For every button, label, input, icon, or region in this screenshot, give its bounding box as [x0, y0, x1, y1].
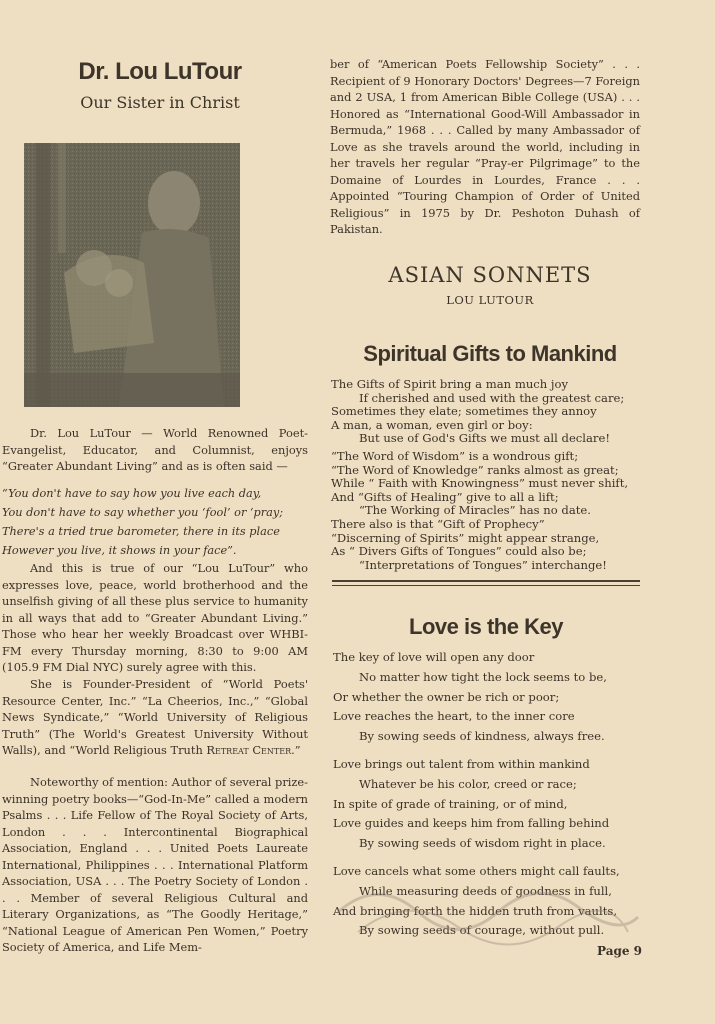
poem-line: There also is that “Gift of Prophecy”: [331, 516, 545, 531]
quote-line: You don't have to say whether you ‘fool’ or ‘pray;: [2, 506, 284, 519]
poem-line: The Gifts of Spirit bring a man much joy: [331, 377, 569, 391]
achievements-paragraph: Noteworthy of mention: Author of several prize-winning poetry books—“God-In-Me” called a modern Psalms . . . Life Fellow of The Royal Society of Arts, London . . . Intercontinental Biographical Association, England . . . United Poets Laureate International, Philippines . . . International Platform Association, USA . . . The Poetry Society of London . . . Member of several Religious Cultural and Literary Organizations, as “The Goodly Heritage,” “National League of American Pen Women,” Poetry Society of America, and Life Mem-: [2, 775, 308, 954]
poem-line: “Interpretations of Tongues” interchange!: [359, 557, 607, 572]
poem-line: Sometimes they elate; sometimes they annoy: [331, 404, 597, 419]
broadcast-paragraph: And this is true of our “Lou LuTour” who expresses love, peace, world brotherhood and the unselfish giving of all these plus service to humanity in all ways that add to “Greater Abundant Living.” Those who hear her weekly Broadcast over WHBI-FM every Thursday morning, 8:30 to 9:00 AM (105.9 FM Dial NYC) surely agree with this.: [2, 561, 308, 674]
poem-stanza: [331, 378, 651, 446]
poem-line: “The Working of Miracles” has no date.: [359, 503, 591, 518]
poem-line: Or whether the owner be rich or poor;: [333, 689, 560, 704]
divider: [332, 585, 640, 586]
founder-paragraph: She is Founder-President of “World Poets' Resource Center, Inc.” “La Cheerios, Inc.,” “Global News Syndicate,” “World University of Religious Truth” (The World's Greatest University Without Walls), and “World Religious Truth Retreat Center.”: [2, 677, 308, 757]
section-author: LOU LUTOUR: [446, 293, 534, 307]
portrait-image: [24, 143, 240, 407]
poem-title: Spiritual Gifts to Mankind: [363, 341, 617, 366]
poem-stanza: [333, 648, 653, 747]
poem-line: While measuring deeds of goodness in full,: [359, 883, 612, 898]
section-heading: ASIAN SONNETS: [388, 263, 592, 287]
poem-line: By sowing seeds of kindness, always free.: [359, 729, 605, 744]
poem-line: The key of love will open any door: [333, 650, 535, 664]
quote-line: “You don't have to say how you live each day,: [2, 487, 262, 500]
poem-line: Love guides and keeps him from falling behind: [333, 816, 610, 831]
poem-line: And “Gifts of Healing” give to all a lift;: [331, 489, 559, 504]
poem-line: As “ Divers Gifts of Tongues” could also be;: [331, 544, 587, 559]
quote-block: [2, 484, 312, 560]
poem-line: “The Word of Knowledge” ranks almost as great;: [331, 462, 619, 477]
intro-paragraph: Dr. Lou LuTour — World Renowned Poet-Evangelist, Educator, and Columnist, enjoys “Greater Abundant Living” and as is often said —: [2, 426, 308, 473]
continued-paragraph: ber of “American Poets Fellowship Society” . . . Recipient of 9 Honorary Doctors' Degrees—7 Foreign and 2 USA, 1 from American Bible College (USA) . . . Honored as “International Good-Will Ambassador in Bermuda,” 1968 . . . Called by many Ambassador of Love as she travels around the world, including in her travels her regular “Pray-er Pilgrimage” to the Domaine of Lourdes in Lourdes, France . . . Appointed “Touring Champion of Order of United Religious” in 1975 by Dr. Peshoton Duhash of Pakistan.: [330, 57, 640, 236]
portrait-photo: [24, 143, 240, 407]
quote-line: However you live, it shows in your face”.: [2, 544, 237, 557]
poem-line: While “ Faith with Knowingness” must never shift,: [331, 476, 629, 491]
poem-line: Whatever be his color, creed or race;: [359, 776, 577, 791]
poem-line: Love cancels what some others might call faults,: [333, 864, 620, 878]
poem-line: “The Word of Wisdom” is a wondrous gift;: [331, 449, 579, 463]
poem-line: “Discerning of Spirits” might appear strange,: [331, 530, 600, 545]
poem-stanza: [333, 755, 653, 854]
poem-line: No matter how tight the lock seems to be,: [359, 669, 607, 684]
page-number: Page 9: [597, 944, 643, 958]
poem-line: A man, a woman, even girl or boy:: [331, 417, 533, 432]
poem-line: And bringing forth the hidden truth from vaults,: [333, 903, 618, 918]
poem-line: By sowing seeds of wisdom right in place.: [359, 836, 606, 851]
poem-line: Love reaches the heart, to the inner core: [333, 709, 575, 724]
faded-stamp-mark: [318, 872, 648, 952]
poem-line: Love brings out talent from within mankind: [333, 757, 590, 771]
poem-line: But use of God's Gifts we must all declare!: [359, 431, 610, 446]
article-title: Dr. Lou LuTour: [78, 58, 242, 85]
poem-line: If cherished and used with the greatest care;: [359, 390, 625, 405]
poem-line: By sowing seeds of courage, without pull.: [359, 923, 605, 938]
quote-line: There's a tried true barometer, there in its place: [2, 525, 280, 538]
poem-title: Love is the Key: [409, 614, 563, 639]
poem-line: In spite of grade of training, or of mind,: [333, 796, 568, 811]
divider: [332, 580, 640, 582]
article-subtitle: Our Sister in Christ: [80, 93, 240, 112]
poem-stanza: [331, 450, 651, 572]
